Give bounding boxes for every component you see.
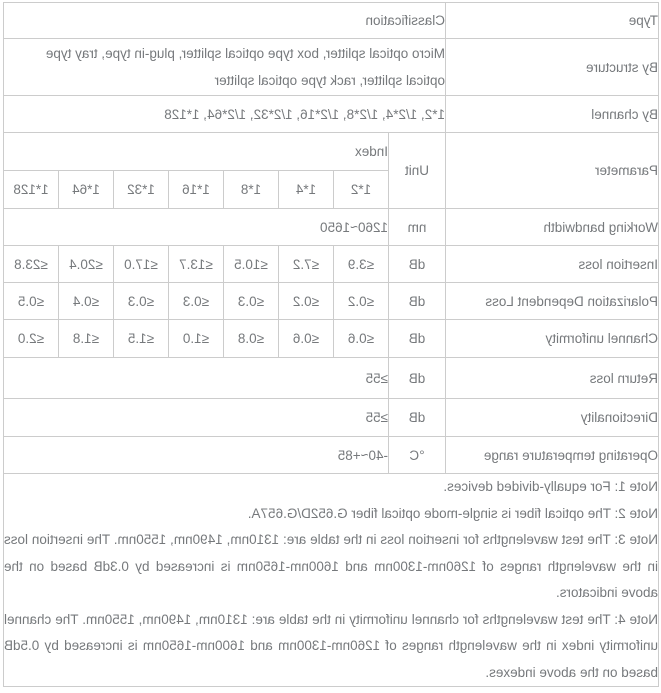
unit-header: Unit <box>389 133 446 209</box>
channel-value: 1*2, 1/2*4, 1/2*8, 1/2*16, 1/2*32, 1/2*64, 1*128 <box>4 96 446 133</box>
pdl-unit: dB <box>389 283 446 320</box>
note-3: Note 3: The test wavelengths for insertion loss in the table are: 1310nm, 1490nm, 1550nm. The insertion loss in the wavelength ranges of 1260nm-1300nm and 1600nm-1650nm is increased by 0.3dB based on the above indicators. <box>4 532 658 600</box>
structure-label: By structure <box>446 39 659 96</box>
notes-cell <box>4 474 659 687</box>
pdl-value-3: ≤0.3 <box>169 283 224 320</box>
channel-uniformity-value-5: ≤1.8 <box>59 320 114 358</box>
return-loss-value: ≥55 <box>4 358 389 399</box>
insertion-loss-value-6: ≤23.8 <box>4 246 59 283</box>
insertion-loss-value-2: ≤10.5 <box>224 246 279 283</box>
pdl-value-5: ≤0.4 <box>59 283 114 320</box>
return-loss-label: Return loss <box>446 358 659 399</box>
insertion-loss-value-4: ≤17.0 <box>114 246 169 283</box>
parameter-header: Parameter <box>446 133 659 209</box>
pdl-value-2: ≤0.3 <box>224 283 279 320</box>
directionality-value: ≥55 <box>4 399 389 437</box>
spec-table <box>3 2 659 687</box>
mirrored-stage <box>0 2 661 693</box>
type-label: Type <box>446 3 659 39</box>
insertion-loss-value-5: ≤20.4 <box>59 246 114 283</box>
row-structure <box>4 39 659 96</box>
note-1: Note 1: For equally-divided devices. <box>443 479 658 494</box>
channel-header-1x128: 1*128 <box>4 171 59 209</box>
structure-value: Micro optical splitter, box type optical splitter, plug-in type, tray type optical splitter, rack type optical splitter <box>4 39 446 96</box>
row-operating-temperature <box>4 437 659 474</box>
return-loss-unit: dB <box>389 358 446 399</box>
insertion-loss-unit: dB <box>389 246 446 283</box>
row-directionality <box>4 399 659 437</box>
channel-header-1x2: 1*2 <box>334 171 389 209</box>
pdl-value-6: ≤0.5 <box>4 283 59 320</box>
pdl-value-0: ≤0.2 <box>334 283 389 320</box>
pdl-label: Polarization Dependent Loss <box>446 283 659 320</box>
row-channel <box>4 96 659 133</box>
channel-header-1x4: 1*4 <box>279 171 334 209</box>
channel-uniformity-label: Channel uniformity <box>446 320 659 358</box>
directionality-unit: dB <box>389 399 446 437</box>
channel-header-1x32: 1*32 <box>114 171 169 209</box>
working-bandwidth-label: Working bandwidth <box>446 209 659 246</box>
row-return-loss <box>4 358 659 399</box>
channel-uniformity-value-6: ≤2.0 <box>4 320 59 358</box>
channel-uniformity-value-4: ≤1.5 <box>114 320 169 358</box>
row-notes <box>4 474 659 687</box>
channel-header-1x64: 1*64 <box>59 171 114 209</box>
pdl-value-1: ≤0.2 <box>279 283 334 320</box>
channel-header-1x16: 1*16 <box>169 171 224 209</box>
row-insertion-loss <box>4 246 659 283</box>
operating-temperature-label: Operating temperature range <box>446 437 659 474</box>
row-working-bandwidth <box>4 209 659 246</box>
channel-uniformity-unit: dB <box>389 320 446 358</box>
row-channel-uniformity <box>4 320 659 358</box>
working-bandwidth-value: 1260~1650 <box>4 209 389 246</box>
working-bandwidth-unit: nm <box>389 209 446 246</box>
channel-label: By channel <box>446 96 659 133</box>
directionality-label: Directionality <box>446 399 659 437</box>
index-header: Index <box>4 133 389 171</box>
insertion-loss-label: Insertion loss <box>446 246 659 283</box>
channel-uniformity-value-2: ≤0.8 <box>224 320 279 358</box>
channel-uniformity-value-3: ≤1.0 <box>169 320 224 358</box>
type-value: Classification <box>4 3 446 39</box>
channel-uniformity-value-0: ≤0.6 <box>334 320 389 358</box>
operating-temperature-value: -40~+85 <box>4 437 389 474</box>
pdl-value-4: ≤0.3 <box>114 283 169 320</box>
insertion-loss-value-0: ≤3.9 <box>334 246 389 283</box>
insertion-loss-value-3: ≤13.7 <box>169 246 224 283</box>
note-4: Note 4: The test wavelengths for channel uniformity in the table are: 1310nm, 1490nm, 1550nm. The channel uniformity index in the wavelength ranges of 1260nm-1300nm and 1600nm-1650nm is increased by 0.5dB based on the above indexes. <box>4 611 658 680</box>
row-header-index <box>4 133 659 171</box>
note-2: Note 2: The optical fiber is single-mode optical fiber G.652D/G.657A. <box>247 505 658 521</box>
channel-header-1x8: 1*8 <box>224 171 279 209</box>
row-pdl <box>4 283 659 320</box>
channel-uniformity-value-1: ≤0.6 <box>279 320 334 358</box>
operating-temperature-unit: °C <box>389 437 446 474</box>
row-type <box>4 3 659 39</box>
insertion-loss-value-1: ≤7.2 <box>279 246 334 283</box>
